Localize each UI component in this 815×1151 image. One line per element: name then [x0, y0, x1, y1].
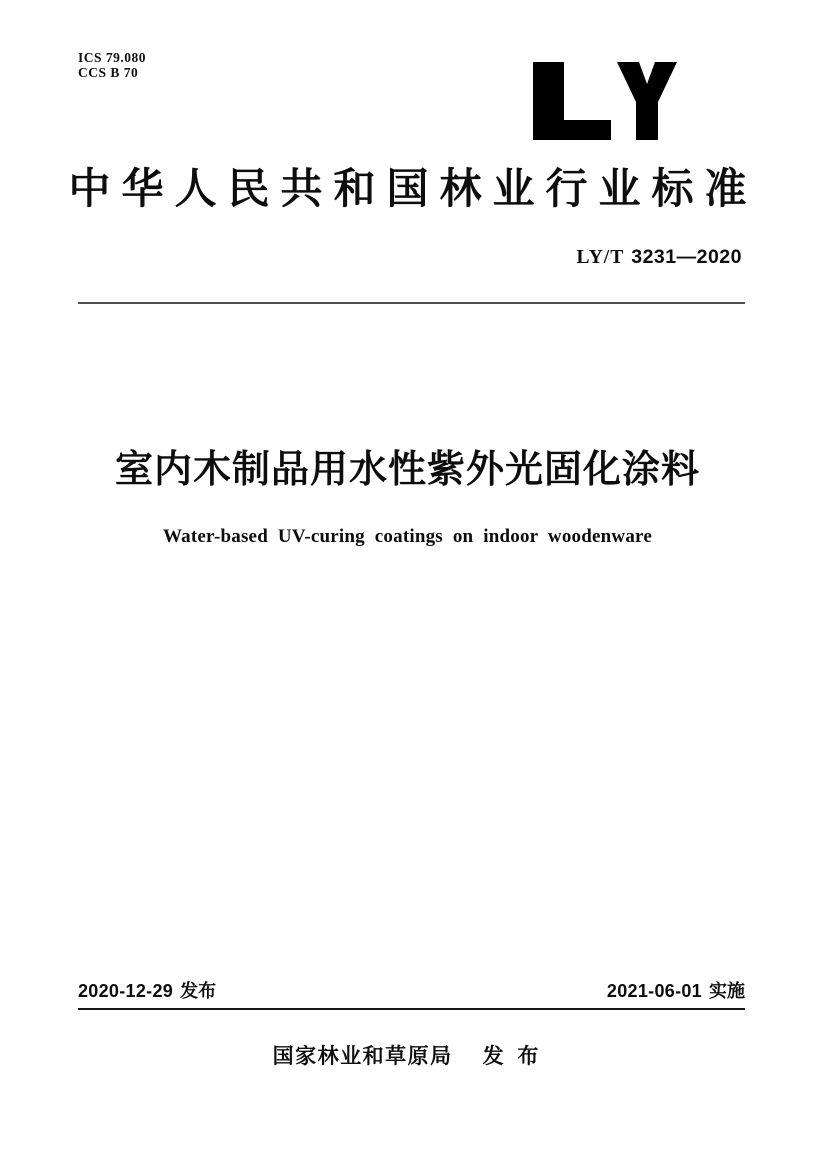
issue-date-line [78, 980, 216, 1002]
ics-code: ICS 79.080 [78, 50, 147, 65]
issue-date: 2020-12-29 [78, 981, 174, 1001]
header-rule [78, 302, 745, 304]
standard-code-prefix: LY/T [576, 247, 625, 268]
standard-code [577, 246, 743, 269]
issue-label: 发布 [180, 981, 217, 1001]
document-title-en: Water-based UV-curing coatings on indoor woodenware [163, 526, 652, 547]
classification-codes [78, 50, 146, 80]
issuer-name: 国家林业和草原局 [272, 1045, 453, 1068]
implement-date: 2021-06-01 [606, 981, 702, 1001]
document-title-cn: 室内木制品用水性紫外光固化涂料 [114, 449, 700, 491]
standard-series-title: 中华人民共和国林业行业标准 [68, 165, 758, 212]
ccs-code: CCS B 70 [78, 65, 139, 80]
footer-rule [78, 1008, 745, 1010]
date-row [78, 980, 745, 1002]
ly-logo [533, 62, 677, 140]
standard-code-number: 3231—2020 [631, 246, 742, 268]
ly-logo-glyphs [533, 62, 677, 140]
implement-date-line [607, 980, 745, 1002]
publish-label: 发 布 [482, 1045, 543, 1068]
issuer-row [0, 1044, 815, 1070]
implement-label: 实施 [709, 981, 745, 1001]
